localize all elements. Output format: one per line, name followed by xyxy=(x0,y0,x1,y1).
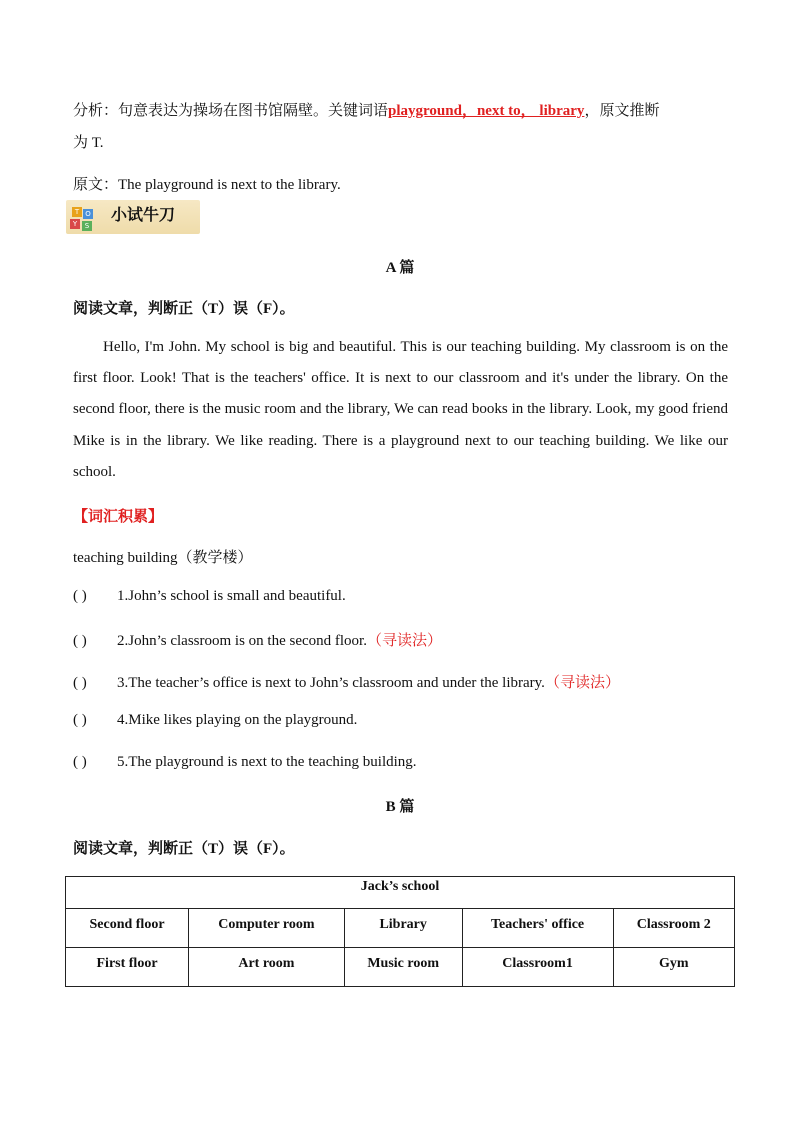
block-t: T xyxy=(72,207,82,217)
table-cell: Art room xyxy=(189,948,345,987)
block-o: O xyxy=(83,209,93,219)
block-s: S xyxy=(82,221,92,231)
question-1 xyxy=(73,588,346,605)
banner-title: 小试牛刀 xyxy=(111,207,176,224)
question-text: 5.The playground is next to the teaching building. xyxy=(117,754,417,770)
table-cell: Classroom1 xyxy=(462,948,613,987)
analysis-keywords: playground，next to， library xyxy=(388,103,585,119)
section-b-title: B 篇 xyxy=(385,799,415,815)
answer-blank: ( ) xyxy=(73,588,87,604)
question-text: 1.John’s school is small and beautiful. xyxy=(117,588,346,604)
answer-blank: ( ) xyxy=(73,633,87,649)
question-2 xyxy=(73,629,442,650)
table-row xyxy=(66,948,735,987)
analysis-suffix: ，原文推断 xyxy=(584,103,660,119)
answer-blank: ( ) xyxy=(73,754,87,770)
question-text: 4.Mike likes playing on the playground. xyxy=(117,712,358,728)
table-cell: Computer room xyxy=(189,909,345,948)
section-a-passage: Hello, I'm John. My school is big and beautiful. This is our teaching building. My classroom is on the first floor. Look! That is the teachers' office. It is next to our classroom and it's under the library. On the second floor, there is the music room and the library, We can read books in the library. Look, my good friend Mike is in the library. We like reading. There is a playground next to our teaching building. We like our school. xyxy=(73,339,728,480)
table-cell: Library xyxy=(344,909,462,948)
question-3 xyxy=(73,671,620,692)
table-cell: Gym xyxy=(613,948,734,987)
section-banner xyxy=(66,200,200,234)
table-caption-row xyxy=(66,877,735,909)
original-line xyxy=(73,173,341,194)
vocab-heading: 【词汇积累】 xyxy=(73,509,164,525)
table-cell: Teachers' office xyxy=(462,909,613,948)
toys-blocks-icon xyxy=(68,206,100,234)
analysis-line xyxy=(73,99,659,120)
answer-blank: ( ) xyxy=(73,712,87,728)
table-cell: Music room xyxy=(344,948,462,987)
school-floor-table xyxy=(65,876,735,987)
table-cell: First floor xyxy=(66,948,189,987)
section-b-instruction: 阅读文章，判断正（T）误（F）。 xyxy=(73,841,295,857)
question-text: 2.John’s classroom is on the second floor. xyxy=(117,633,367,649)
question-4 xyxy=(73,712,357,729)
question-hint: （寻读法） xyxy=(544,675,620,691)
section-a-instruction: 阅读文章，判断正（T）误（F）。 xyxy=(73,301,295,317)
original-label: 原文： xyxy=(73,177,119,193)
table-cell: Second floor xyxy=(66,909,189,948)
question-hint: （寻读法） xyxy=(366,633,442,649)
table-caption: Jack’s school xyxy=(66,877,735,909)
original-text: The playground is next to the library. xyxy=(118,177,341,193)
vocab-item: teaching building（教学楼） xyxy=(73,550,253,566)
question-5 xyxy=(73,754,417,771)
block-y: Y xyxy=(70,219,80,229)
question-text: 3.The teacher’s office is next to John’s classroom and under the library. xyxy=(117,675,545,691)
table-cell: Classroom 2 xyxy=(613,909,734,948)
table-row xyxy=(66,909,735,948)
analysis-prefix: 分析：句意表达为操场在图书馆隔壁。关键词语 xyxy=(73,103,389,119)
analysis-line-2: 为 T. xyxy=(73,135,104,151)
answer-blank: ( ) xyxy=(73,675,87,691)
section-a-title: A 篇 xyxy=(385,260,415,276)
